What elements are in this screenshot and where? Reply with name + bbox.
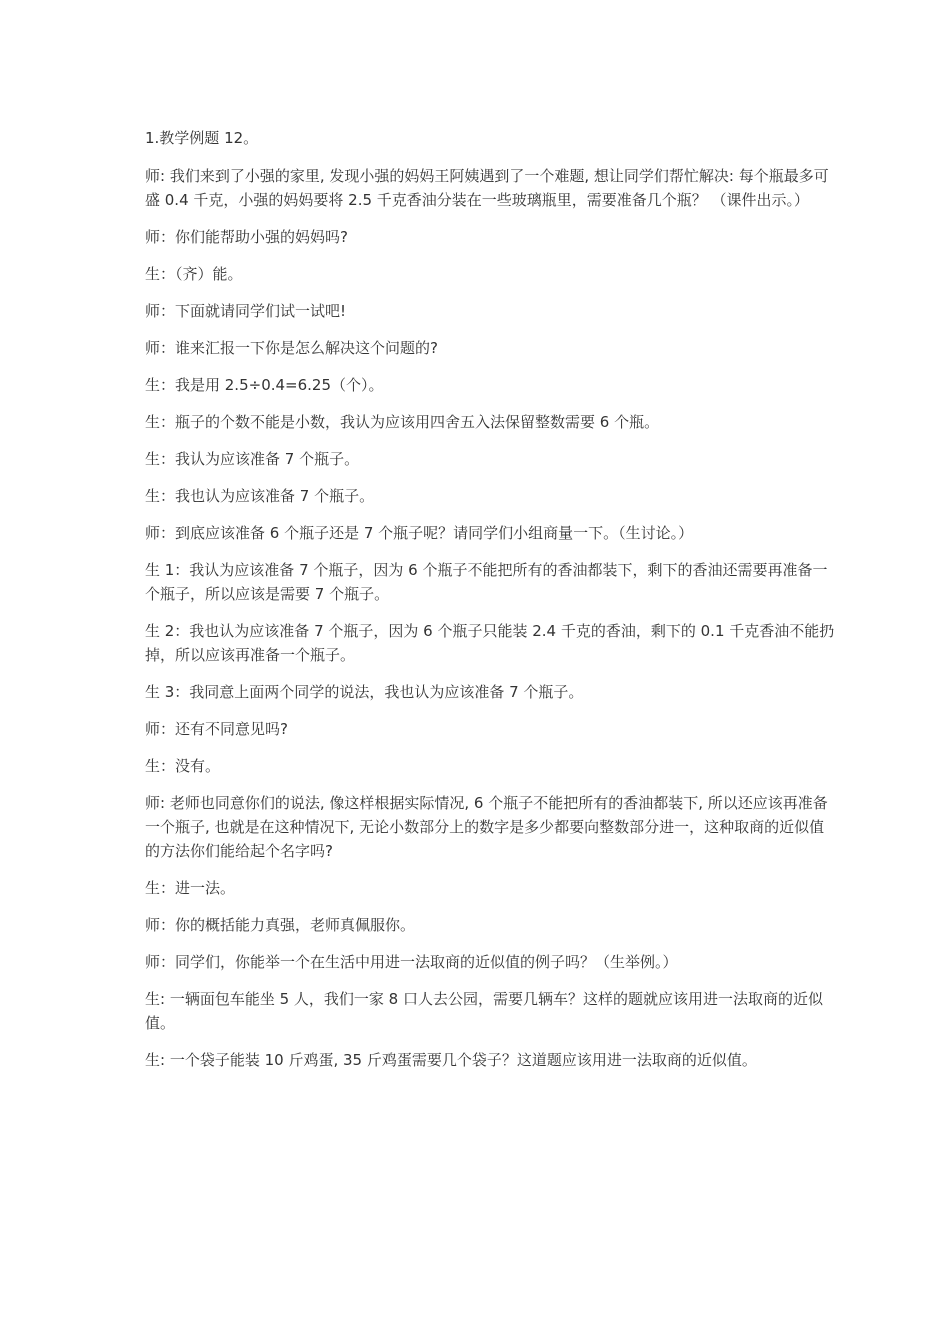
paragraph: 师：下面就请同学们试一试吧!	[145, 302, 347, 320]
paragraph: 生：（齐）能。	[145, 265, 243, 283]
paragraph: 生：没有。	[145, 757, 221, 775]
paragraph: 师：还有不同意见吗?	[145, 720, 288, 738]
paragraph: 生：我是用 2.5÷0.4=6.25（个）。	[145, 376, 384, 394]
paragraph: 师：到底应该准备 6 个瓶子还是 7 个瓶子呢？请同学们小组商量一下。（生讨论。）	[145, 524, 694, 542]
paragraph: 生 3：我同意上面两个同学的说法，我也认为应该准备 7 个瓶子。	[145, 683, 584, 701]
section-heading: 1.教学例题 12。	[145, 129, 259, 147]
paragraph: 生：进一法。	[145, 879, 236, 897]
paragraph: 生 1：我认为应该准备 7 个瓶子，因为 6 个瓶子不能把所有的香油都装下，剩下的香油还需要再准备一个瓶子，所以应该是需要 7 个瓶子。	[145, 561, 828, 603]
paragraph: 师：你的概括能力真强，老师真佩服你。	[145, 916, 416, 934]
paragraph: 师：谁来汇报一下你是怎么解决这个问题的?	[145, 339, 438, 357]
paragraph: 师：你们能帮助小强的妈妈吗?	[145, 228, 348, 246]
paragraph: 生：我也认为应该准备 7 个瓶子。	[145, 487, 375, 505]
paragraph: 生：我认为应该准备 7 个瓶子。	[145, 450, 360, 468]
paragraph: 师: 我们来到了小强的家里, 发现小强的妈妈王阿姨遇到了一个难题, 想让同学们帮忙解决: 每个瓶最多可盛 0.4 千克，小强的妈妈要将 2.5 千克香油分装在一些玻璃瓶里，需要准备几个瓶？ （课件出示。）	[145, 167, 829, 209]
document-page	[145, 126, 835, 1085]
paragraph: 生: 一个袋子能装 10 斤鸡蛋, 35 斤鸡蛋需要几个袋子？这道题应该用进一法取商的近似值。	[145, 1051, 757, 1069]
paragraph: 生: 一辆面包车能坐 5 人，我们一家 8 口人去公园，需要几辆车？这样的题就应该用进一法取商的近似值。	[145, 990, 823, 1032]
paragraph: 师：同学们，你能举一个在生活中用进一法取商的近似值的例子吗？（生举例。）	[145, 953, 678, 971]
paragraph: 师: 老师也同意你们的说法, 像这样根据实际情况, 6 个瓶子不能把所有的香油都装下, 所以还应该再准备一个瓶子, 也就是在这种情况下, 无论小数部分上的数字是多少都要向整数部分进一，这种取商的近似值的方法你们能给起个名字吗?	[145, 794, 828, 860]
paragraph: 生 2：我也认为应该准备 7 个瓶子，因为 6 个瓶子只能装 2.4 千克的香油，剩下的 0.1 千克香油不能扔掉，所以应该再准备一个瓶子。	[145, 622, 835, 664]
paragraph: 生：瓶子的个数不能是小数，我认为应该用四舍五入法保留整数需要 6 个瓶。	[145, 413, 660, 431]
